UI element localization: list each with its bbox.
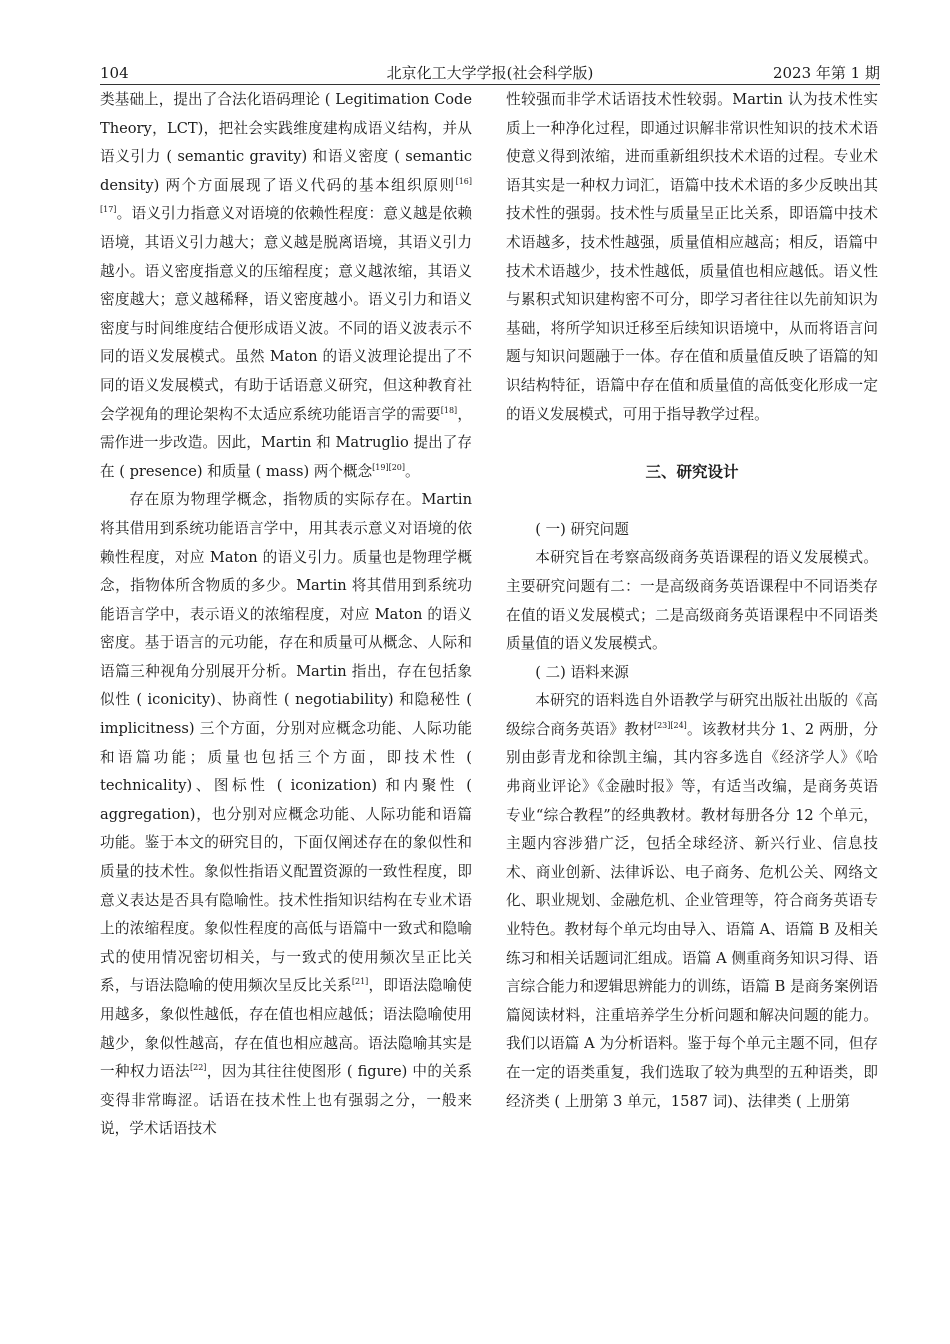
paragraph (100, 86, 472, 486)
citation: [22] (189, 1063, 207, 1073)
citation: [19][20] (372, 462, 406, 472)
text-span: 。该教材共分 1、2 两册，分别由彭青龙和徐凯主编，其内容多选自《经济学人》《哈弗商业评论》《金融时报》等，有适当改编，是商务英语专业“综合教程”的经典教材。教材每册各分 12 个单元，主题内容涉猎广泛，包括全球经济、新兴行业、信息技术、商业创新、法律诉讼、电子商务、危机公关、网络文化、职业规划、金融危机、企业管理等，符合商务英语专业特色。教材每个单元均由导入、语篇 A、语篇 B 及相关练习和相关话题词汇组成。语篇 A 侧重商务知识习得、语言综合能力和逻辑思辨能力的训练，语篇 B 是商务案例语篇阅读材料，注重培养学生分析问题和解决问题的能力。我们以语篇 A 为分析语料。鉴于每个单元主题不同，但存在一定的语类重复，我们选取了较为典型的五种语类，即经济类 ( 上册第 3 单元，1587 词)、法律类 ( 上册第 (506, 720, 878, 1110)
text-span: 存在原为物理学概念，指物质的实际存在。Martin 将其借用到系统功能语言学中，用其表示意义对语境的依赖性程度，对应 Maton 的语义引力。质量也是物理学概念，指物体所含物质的多少。Martin 将其借用到系统功能语言学中，表示语义的浓缩程度，对应 Maton 的语义密度。基于语言的元功能，存在和质量可从概念、人际和语篇三种视角分别展开分析。Martin 指出，存在包括象似性 ( iconicity)、协商性 ( negotiability) 和隐秘性 ( implicitness) 三个方面，分别对应概念功能、人际功能和语篇功能；质量也包括三个方面，即技术性 ( technicality)、图标性 ( iconization) 和内聚性 ( aggregation)，也分别对应概念功能、人际功能和语篇功能。鉴于本文的研究目的，下面仅阐述存在的象似性和质量的技术性。象似性指语义配置资源的一致性程度，即意义表达是否具有隐喻性。技术性指知识结构在专业术语上的浓缩程度。象似性程度的高低与语篇中一致式和隐喻式的使用情况密切相关，与一致式的使用频次呈正比关系，与语法隐喻的使用频次呈反比关系 (100, 491, 472, 995)
citation: [16][17] (100, 176, 472, 215)
text-span: 类基础上，提出了合法化语码理论 ( Legitimation Code Theory，LCT)，把社会实践维度建构成语义结构，并从语义引力 ( semantic gravity) 和语义密度 ( semantic density) 两个方面展现了语义代码的基本组织原则 (100, 91, 472, 194)
issue-label: 2023 年第 1 期 (772, 64, 880, 82)
journal-title: 北京化工大学学报(社会科学版) (386, 64, 594, 82)
running-header (100, 62, 880, 84)
text-span: ，需作进一步改造。因此，Martin 和 Matruglio 提出了存在 ( presence) 和质量 ( mass) 两个概念 (100, 405, 472, 480)
text-span: ，即语法隐喻使用越多，象似性越低，存在值也相应越低；语法隐喻使用越少，象似性越高，存在值也相应越高。语法隐喻其实是一种权力语法 (100, 977, 472, 1081)
paragraph: 本研究旨在考察高级商务英语课程的语义发展模式。主要研究问题有二：一是高级商务英语课程中不同语类存在值的语义发展模式；二是高级商务英语课程中不同语类质量值的语义发展模式。 (506, 549, 878, 653)
citation: [18] (440, 405, 458, 415)
subsection-heading: ( 二) 语料来源 (535, 663, 629, 681)
subsection-heading: ( 一) 研究问题 (535, 520, 629, 538)
text-span: 。语义引力指意义对语境的依赖性程度：意义越是依赖语境，其语义引力越大；意义越是脱离语境，其语义引力越小。语义密度指意义的压缩程度；意义越浓缩，其语义密度越大；意义越稀释，语义密度越小。语义引力和语义密度与时间维度结合便形成语义波。不同的语义波表示不同的语义发展模式。虽然 Maton 的语义波理论提出了不同的语义发展模式，有助于话语意义研究，但这种教育社会学视角的理论架构不太适应系统功能语言学的需要 (100, 205, 472, 423)
paragraph (506, 687, 878, 1116)
citation: [21] (351, 977, 369, 987)
header-rule (100, 84, 880, 85)
text-span: ，因为其往往使图形 ( figure) 中的关系变得非常晦涩。话语在技术性上也有强弱之分，一般来说，学术话语技术 (100, 1063, 472, 1138)
paragraph: 性较强而非学术话语技术性较弱。Martin 认为技术性实质上一种净化过程，即通过识解非常识性知识的技术术语使意义得到浓缩，进而重新组织技术术语的过程。专业术语其实是一种权力词汇，语篇中技术术语的多少反映出其技术性的强弱。技术性与质量呈正比关系，即语篇中技术术语越多，技术性越强，质量值相应越高；相反，语篇中技术术语越少，技术性越低，质量值也相应越低。语义性与累积式知识建构密不可分，即学习者往往以先前知识为基础，将所学知识迁移至后续知识语境中，从而将语言问题与知识问题融于一体。存在值和质量值反映了语篇的知识结构特征，语篇中存在值和质量值的高低变化形成一定的语义发展模式，可用于指导教学过程。 (506, 91, 878, 423)
left-column (100, 86, 472, 1144)
text-span: 。 (405, 462, 420, 480)
page-number: 104 (100, 64, 129, 82)
text-span: 本研究的语料选自外语教学与研究出版社出版的《高级综合商务英语》教材 (506, 692, 878, 738)
citation: [23][24] (653, 721, 687, 731)
paragraph (100, 486, 472, 1144)
right-column (506, 86, 878, 1116)
section-heading: 三、研究设计 (645, 463, 739, 482)
